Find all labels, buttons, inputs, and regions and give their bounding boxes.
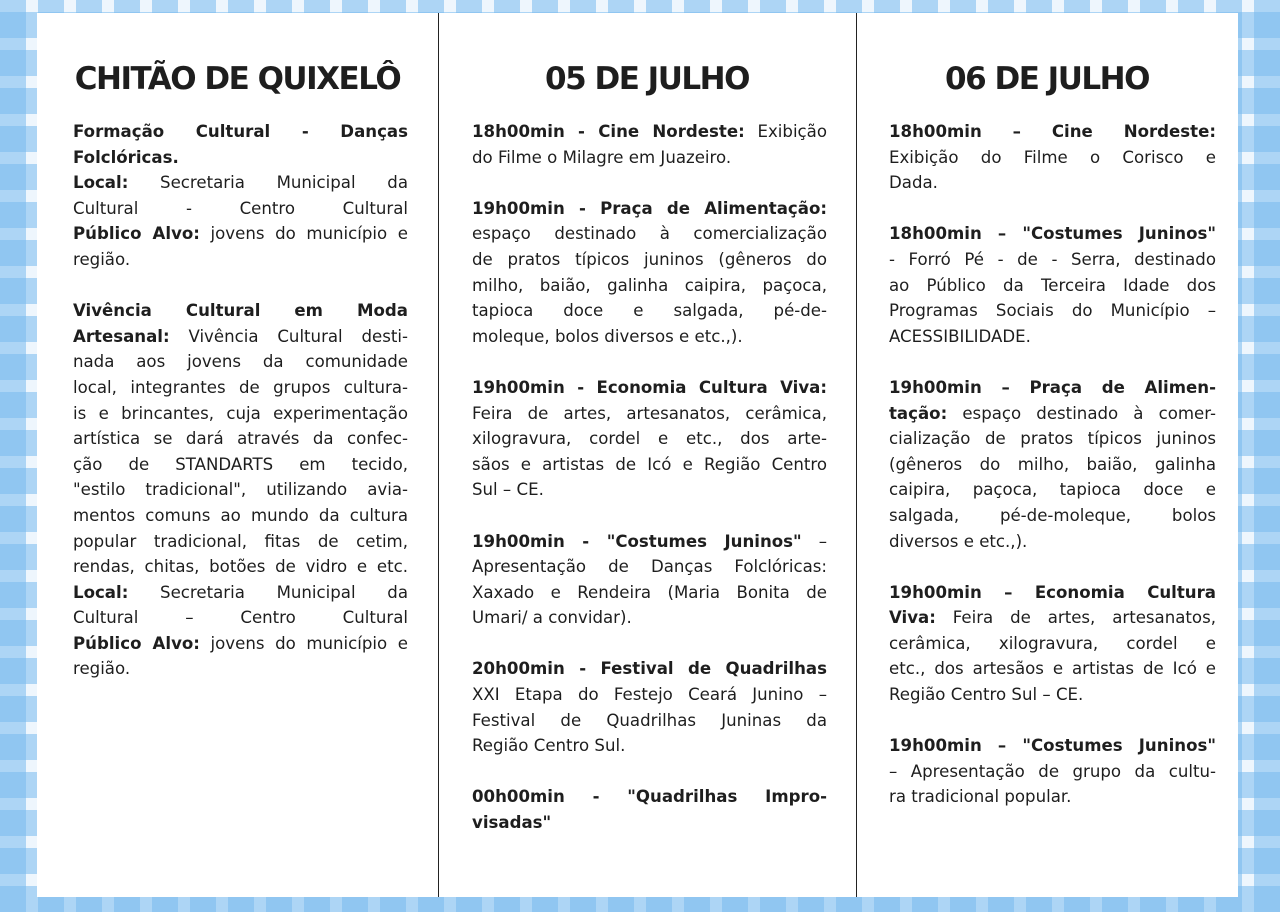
text-line	[889, 247, 1216, 273]
text-run: Secretaria Municipal da	[128, 173, 408, 193]
text-run: caipira, paçoca, tapioca doce e	[889, 480, 1216, 500]
text-line	[889, 221, 1216, 247]
text-line	[472, 452, 827, 478]
text-run: jovens do município e	[199, 224, 408, 244]
text-run: mentos comuns ao mundo da cultura	[73, 505, 408, 525]
text-line	[73, 503, 408, 529]
event-block	[472, 119, 827, 170]
bold-label: 19h00min - Economia Cultura Viva:	[472, 377, 827, 397]
text-run: Xaxado e Rendeira (Maria Bonita de	[472, 582, 827, 602]
text-run: milho, baião, galinha caipira, paçoca,	[472, 275, 827, 295]
event-block	[889, 580, 1216, 708]
bold-label: Público Alvo:	[73, 633, 200, 653]
text-run: Vivência Cultural desti-	[169, 326, 408, 346]
text-line	[73, 656, 408, 682]
text-line	[472, 196, 827, 222]
bold-label: tação:	[889, 403, 948, 423]
text-run: diversos e etc.,).	[889, 531, 1028, 551]
text-line	[472, 375, 827, 401]
text-run: artística se dará através da confec-	[73, 429, 408, 449]
text-line	[472, 273, 827, 299]
text-run: XXI Etapa do Festejo Ceará Junino –	[472, 685, 827, 705]
column-05-julho	[438, 13, 856, 897]
column-body	[889, 119, 1216, 836]
text-line	[73, 580, 408, 606]
text-run: cialização de pratos típicos juninos	[889, 429, 1216, 449]
text-run: Região Centro Sul.	[472, 736, 626, 756]
text-line	[472, 554, 827, 580]
bold-label: Local:	[73, 582, 129, 602]
text-line	[472, 682, 827, 708]
text-line	[889, 477, 1216, 503]
text-line	[73, 349, 408, 375]
bold-label: Viva:	[889, 608, 936, 628]
text-run: cerâmica, xilogravura, cordel e	[889, 633, 1216, 653]
bold-label: 18h00min – "Costumes Juninos"	[889, 224, 1216, 244]
text-line	[472, 119, 827, 145]
text-run: espaço destinado à comer-	[947, 403, 1216, 423]
text-line	[889, 733, 1216, 759]
text-line	[472, 733, 827, 759]
brochure-panel	[37, 13, 1238, 897]
text-line	[73, 221, 408, 247]
text-run: Exibição	[744, 122, 828, 141]
text-line	[73, 145, 408, 171]
text-line	[889, 784, 1216, 810]
text-run: Apresentação de Danças Folclóricas:	[472, 557, 827, 577]
text-line	[889, 605, 1216, 631]
text-line	[472, 401, 827, 427]
text-run: nada aos jovens da comunidade	[73, 352, 408, 372]
column-title: 05 DE JULHO	[545, 61, 749, 97]
column-title: CHITÃO DE QUIXELÔ	[74, 61, 401, 97]
bold-label: Local:	[73, 173, 129, 193]
text-line	[889, 401, 1216, 427]
bold-label: Folclóricas.	[73, 147, 179, 167]
text-run: do Filme o Milagre em Juazeiro.	[472, 147, 732, 167]
text-run: –	[801, 531, 828, 551]
text-run: Festival de Quadrilhas Juninas da	[472, 710, 827, 730]
text-run: Programas Sociais do Município –	[889, 301, 1216, 321]
text-run: região.	[73, 659, 131, 679]
text-line	[889, 145, 1216, 171]
text-line	[472, 529, 827, 555]
text-line	[472, 221, 827, 247]
text-line	[73, 324, 408, 350]
text-run: Umari/ a convidar).	[472, 608, 632, 628]
event-block	[889, 375, 1216, 554]
text-line	[472, 426, 827, 452]
event-block	[889, 119, 1216, 196]
text-run: - Forró Pé - de - Serra, destinado	[889, 249, 1216, 269]
bold-label: 18h00min – Cine Nordeste:	[889, 122, 1216, 141]
text-line	[472, 810, 827, 836]
text-run: Feira de artes, artesanatos,	[935, 608, 1216, 628]
bold-label: 19h00min - "Costumes Juninos"	[472, 531, 802, 551]
text-line	[889, 452, 1216, 478]
event-block	[472, 196, 827, 350]
text-line	[73, 298, 408, 324]
text-run: popular tradicional, fitas de cetim,	[73, 531, 408, 551]
event-block	[472, 529, 827, 631]
bold-label: 20h00min - Festival de Quadrilhas	[472, 659, 827, 679]
text-line	[73, 529, 408, 555]
text-line	[889, 375, 1216, 401]
text-line	[472, 605, 827, 631]
text-line	[889, 682, 1216, 708]
text-run: ra tradicional popular.	[889, 787, 1072, 807]
text-run: "estilo tradicional", utilizando avia-	[73, 480, 408, 500]
text-run: moleque, bolos diversos e etc.,).	[472, 326, 743, 346]
text-run: ao Público da Terceira Idade dos	[889, 275, 1216, 295]
column-06-julho	[856, 13, 1238, 897]
bold-label: 18h00min - Cine Nordeste:	[472, 122, 745, 141]
text-run: jovens do município e	[199, 633, 408, 653]
event-block	[73, 119, 408, 273]
text-run: ção de STANDARTS em tecido,	[73, 454, 408, 474]
text-run: rendas, chitas, botões de vidro e etc.	[73, 557, 408, 577]
text-line	[472, 784, 827, 810]
text-line	[73, 554, 408, 580]
text-line	[889, 170, 1216, 196]
text-line	[889, 529, 1216, 555]
text-run: Sul – CE.	[472, 480, 544, 500]
event-block	[472, 375, 827, 503]
text-line	[889, 298, 1216, 324]
text-run: etc., dos artesãos e artistas de Icó e	[889, 659, 1216, 679]
text-run: – Apresentação de grupo da cultu-	[889, 761, 1216, 781]
text-run: Cultural – Centro Cultural	[73, 608, 408, 628]
bold-label: visadas"	[472, 813, 552, 833]
text-run: salgada, pé-de-moleque, bolos	[889, 505, 1216, 525]
bold-label: Vivência Cultural em Moda	[73, 301, 408, 321]
text-line	[889, 580, 1216, 606]
text-run: espaço destinado à comercialização	[472, 224, 827, 244]
text-line	[73, 426, 408, 452]
text-line	[73, 247, 408, 273]
text-line	[472, 324, 827, 350]
bold-label: 19h00min – Economia Cultura	[889, 582, 1216, 602]
text-line	[472, 708, 827, 734]
text-line	[889, 503, 1216, 529]
text-line	[472, 477, 827, 503]
bold-label: Público Alvo:	[73, 224, 200, 244]
bold-label: Artesanal:	[73, 326, 170, 346]
text-run: Exibição do Filme o Corisco e	[889, 147, 1216, 167]
text-line	[472, 580, 827, 606]
text-line	[889, 759, 1216, 785]
text-line	[73, 119, 408, 145]
text-line	[73, 196, 408, 222]
text-run: região.	[73, 249, 131, 269]
text-line	[73, 375, 408, 401]
text-line	[889, 656, 1216, 682]
text-run: sãos e artistas de Icó e Região Centro	[472, 454, 827, 474]
text-run: Cultural - Centro Cultural	[73, 198, 408, 218]
text-line	[73, 631, 408, 657]
event-block	[472, 656, 827, 758]
text-line	[472, 145, 827, 171]
event-block	[889, 733, 1216, 810]
text-line	[73, 170, 408, 196]
text-line	[472, 298, 827, 324]
text-line	[472, 247, 827, 273]
text-run: Secretaria Municipal da	[128, 582, 408, 602]
text-line	[73, 452, 408, 478]
event-block	[472, 784, 827, 835]
text-line	[73, 401, 408, 427]
bold-label: 00h00min - "Quadrilhas Impro-	[472, 787, 827, 807]
column-title: 06 DE JULHO	[945, 61, 1149, 97]
text-run: tapioca doce e salgada, pé-de-	[472, 301, 827, 321]
text-line	[73, 605, 408, 631]
bold-label: 19h00min – "Costumes Juninos"	[889, 736, 1216, 756]
text-run: de pratos típicos juninos (gêneros do	[472, 249, 827, 269]
text-run: Região Centro Sul – CE.	[889, 685, 1084, 705]
text-run: Feira de artes, artesanatos, cerâmica,	[472, 403, 827, 423]
text-run: xilogravura, cordel e etc., dos arte-	[472, 429, 827, 449]
text-line	[472, 656, 827, 682]
text-line	[889, 324, 1216, 350]
column-chitao	[37, 13, 438, 897]
text-run: ACESSIBILIDADE.	[889, 326, 1031, 346]
text-run: local, integrantes de grupos cultura-	[73, 377, 408, 397]
column-body	[73, 119, 408, 708]
bold-label: 19h00min – Praça de Alimen-	[889, 377, 1216, 397]
text-line	[889, 119, 1216, 145]
text-run: Dada.	[889, 173, 938, 193]
column-body	[472, 119, 827, 861]
event-block	[889, 221, 1216, 349]
event-block	[73, 298, 408, 682]
text-line	[889, 631, 1216, 657]
text-run: (gêneros do milho, baião, galinha	[889, 454, 1216, 474]
bold-label: Formação Cultural - Danças	[73, 122, 408, 141]
text-line	[889, 273, 1216, 299]
text-line	[73, 477, 408, 503]
text-line	[889, 426, 1216, 452]
bold-label: 19h00min - Praça de Alimentação:	[472, 198, 827, 218]
text-run: is e brincantes, cuja experimentação	[73, 403, 408, 423]
